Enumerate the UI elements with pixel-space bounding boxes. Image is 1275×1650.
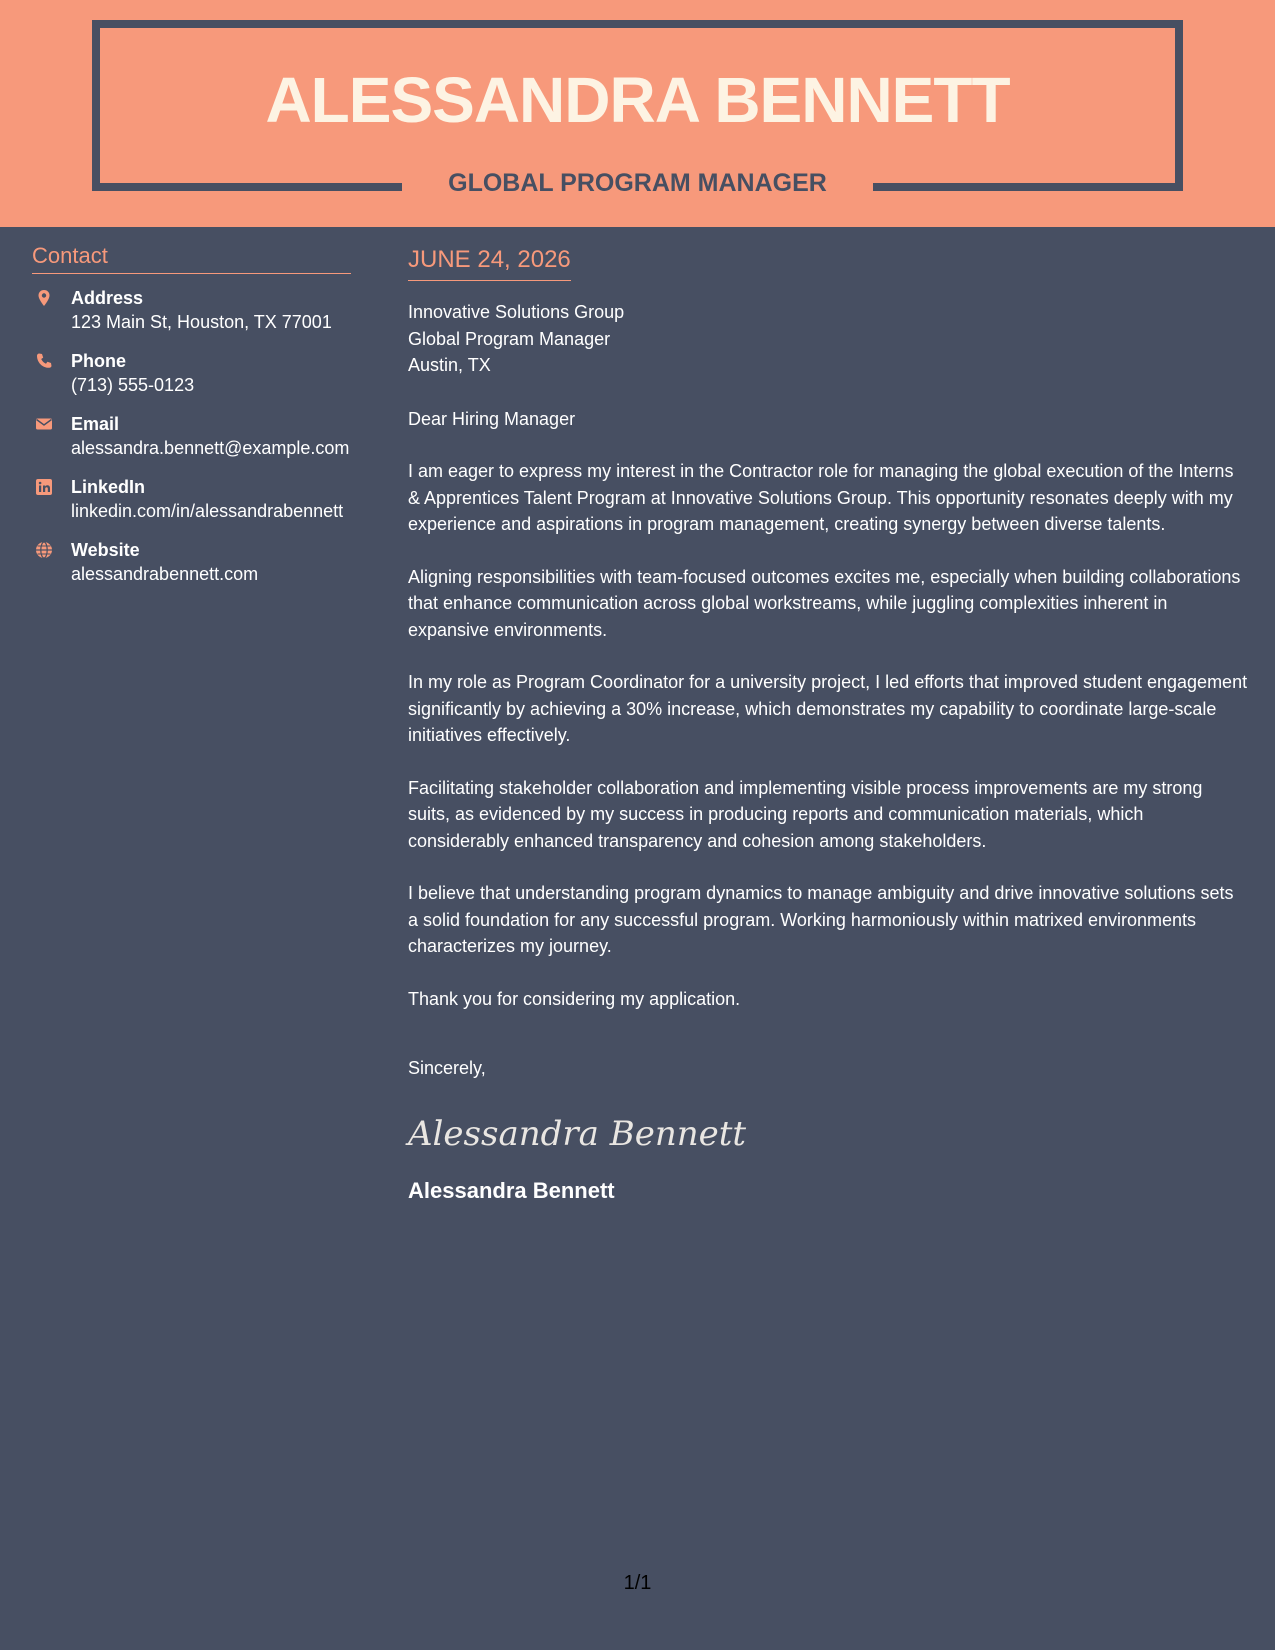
salutation: Dear Hiring Manager <box>408 408 576 429</box>
recipient-location: Austin, TX <box>408 355 491 375</box>
map-pin-icon <box>35 289 53 307</box>
letter-paragraph: Facilitating stakeholder collaboration and implementing visible process improvements are my strong suits, as evidenced by my success in producing reports and communication materials, which considerably enhanced transparency and cohesion among stakeholders. <box>408 777 1203 851</box>
header-banner <box>0 0 1275 227</box>
contact-value: 123 Main St, Houston, TX 77001 <box>71 312 332 332</box>
contact-value: linkedin.com/in/alessandrabennett <box>71 501 344 521</box>
phone-icon <box>35 352 53 370</box>
contact-heading: Contact <box>32 241 351 274</box>
contact-label: Address <box>71 288 144 308</box>
contact-label: Phone <box>71 351 127 371</box>
contact-label: Email <box>71 414 120 434</box>
contact-value: alessandra.bennett@example.com <box>71 438 350 458</box>
applicant-name: ALESSANDRA BENNETT <box>265 64 1010 136</box>
recipient-block <box>408 299 1248 379</box>
contact-list <box>32 286 351 587</box>
letter-paragraph: Thank you for considering my application. <box>408 988 741 1009</box>
letter-date: JUNE 24, 2026 <box>408 244 571 281</box>
letter-paragraph: I am eager to express my interest in the Contractor role for managing the global execution of the Interns & Apprentices Talent Program at Innovative Solutions Group. This opportunity resonates deeply with my experience and aspirations in program management, creating synergy between diverse talents. <box>408 461 1234 534</box>
contact-label: Website <box>71 540 140 560</box>
recipient-position: Global Program Manager <box>408 328 611 349</box>
contact-value: alessandrabennett.com <box>71 564 259 584</box>
closing: Sincerely, <box>408 1058 486 1078</box>
signer-name: Alessandra Bennett <box>408 1177 615 1203</box>
job-title: GLOBAL PROGRAM MANAGER <box>448 169 827 197</box>
contact-item-linkedin <box>32 475 351 524</box>
contact-sidebar <box>32 241 351 601</box>
linkedin-icon <box>35 478 53 496</box>
letter-paragraph: Aligning responsibilities with team-focused outcomes excites me, especially when building collaborations that enhance communication across global workstreams, while juggling complexities inherent in expansive environments. <box>408 566 1241 640</box>
recipient-company: Innovative Solutions Group <box>408 302 625 322</box>
handwritten-signature: Alessandra Bennett <box>408 1113 747 1154</box>
letter-paragraph: I believe that understanding program dynamics to manage ambiguity and drive innovative solutions sets a solid foundation for any successful program. Working harmoniously within matrixed environments characterizes my journey. <box>408 883 1234 956</box>
globe-icon <box>35 541 53 559</box>
contact-item-email <box>32 412 351 461</box>
contact-item-website <box>32 538 351 587</box>
contact-item-address <box>32 286 351 335</box>
contact-item-phone <box>32 349 351 398</box>
envelope-icon <box>35 415 53 433</box>
contact-value: (713) 555-0123 <box>71 375 195 395</box>
contact-label: LinkedIn <box>71 477 146 497</box>
page-number: 1/1 <box>623 1572 652 1594</box>
header-frame-top <box>92 20 1183 28</box>
letter-paragraph: In my role as Program Coordinator for a university project, I led efforts that improved student engagement significantly by achieving a 30% increase, which demonstrates my capability to coordinate large-scale initiatives effectively. <box>408 672 1248 745</box>
letter-body <box>408 244 1248 1206</box>
